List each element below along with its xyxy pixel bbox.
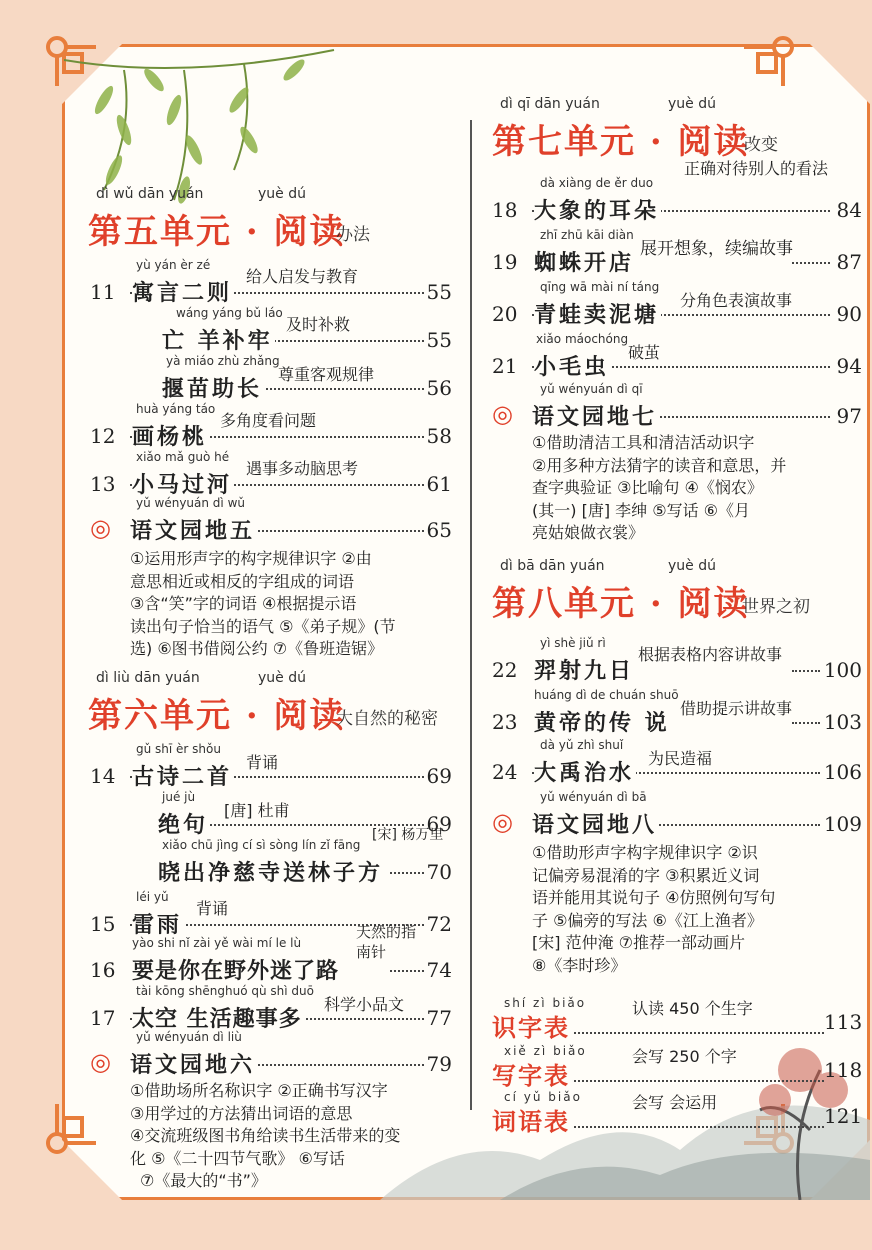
toc-entry[interactable] — [90, 984, 454, 1032]
handwritten-note: 正确对待别人的看法 — [684, 159, 829, 178]
toc-entry-character-table[interactable] — [492, 996, 866, 1042]
lesson-pinyin: jué jù — [162, 790, 196, 804]
lesson-pinyin: yù yán èr zé — [136, 258, 211, 272]
willow-branch-illustration — [64, 40, 344, 210]
page-number: 74 — [426, 958, 452, 982]
lesson-number: 13 — [90, 472, 116, 496]
page-number: 90 — [836, 302, 862, 326]
corner-knot-icon — [40, 1100, 100, 1160]
lesson-number: 12 — [90, 424, 116, 448]
lesson-number: 22 — [492, 658, 518, 682]
lesson-title: 语文园地七 — [532, 400, 659, 431]
unit-title: 第七单元 · 阅读 — [492, 122, 750, 162]
handwritten-note: 及时补救 — [286, 315, 351, 334]
lesson-title: 羿射九日 — [534, 654, 636, 685]
handwritten-note: 会写 250 个字 — [632, 1047, 737, 1066]
handwritten-note: 根据表格内容讲故事 — [638, 645, 783, 664]
handwritten-note: 给人启发与教育 — [246, 267, 359, 286]
page-number: 94 — [836, 354, 862, 378]
unit-theme: 大自然的秘密 — [336, 709, 438, 729]
handwritten-note: 遇事多动脑思考 — [246, 459, 359, 478]
leader-dots — [574, 1126, 824, 1128]
toc-entry[interactable] — [492, 636, 864, 684]
unit-pinyin: yuè dú — [258, 670, 306, 686]
lesson-number: 11 — [90, 280, 116, 304]
handwritten-note: 背诵 — [196, 899, 229, 918]
page-number: 56 — [426, 376, 452, 400]
lesson-title: 古诗二首 — [132, 760, 234, 791]
page-number: 100 — [823, 658, 862, 682]
lesson-number: 24 — [492, 760, 518, 784]
lesson-number: 16 — [90, 958, 116, 982]
page-number: 55 — [426, 328, 452, 352]
lesson-title: 寓言二则 — [132, 276, 234, 307]
garden-circle-icon: ◎ — [90, 514, 111, 542]
garden-6-description: ①借助场所名称识字 ②正确书写汉字 ③用学过的方法猜出词语的意思 ④交流班级图书角给读书生活带来的变 化 ⑤《二十四节气歌》 ⑥写话 ⑦《最大的“书”》 — [130, 1081, 401, 1190]
lesson-pinyin: huà yáng táo — [136, 402, 216, 416]
table-title: 词语表 — [492, 1107, 570, 1136]
lesson-pinyin: yǔ wényuán dì bā — [540, 790, 647, 804]
lesson-title: 小马过河 — [132, 468, 234, 499]
toc-entry-language-garden[interactable] — [90, 496, 454, 544]
unit-5-heading — [88, 186, 458, 252]
unit-pinyin: yuè dú — [668, 96, 716, 112]
column-divider — [470, 120, 472, 1110]
lesson-number: 17 — [90, 1006, 116, 1030]
lesson-title: 小毛虫 — [534, 350, 611, 381]
page-number: 79 — [426, 1052, 452, 1076]
table-pinyin: shí zì biǎo — [504, 996, 587, 1010]
garden-5-description: ①运用形声字的构字规律识字 ②由 意思相近或相反的字组成的词语 ③含“笑”字的词语 ④根据提示语 读出句子恰当的语气 ⑤《弟子规》(节 选) ⑥图书借阅公约 ⑦《鲁班造锯》 — [130, 549, 396, 658]
handwritten-note: 背诵 — [246, 753, 279, 772]
page-number: 77 — [426, 1006, 452, 1030]
toc-entry[interactable] — [492, 228, 864, 276]
lesson-number: 19 — [492, 250, 518, 274]
table-title: 识字表 — [492, 1013, 570, 1042]
leader-dots — [792, 670, 820, 672]
handwritten-note: 借助提示讲故事 — [680, 699, 793, 718]
handwritten-note: 会写 会运用 — [632, 1093, 718, 1112]
page-number: 58 — [426, 424, 452, 448]
toc-entry-vocabulary-table[interactable] — [492, 1090, 866, 1136]
toc-entry[interactable] — [90, 450, 454, 498]
handwritten-note: 多角度看问题 — [220, 411, 317, 430]
unit-pinyin: dì bā dān yuán — [500, 558, 605, 574]
lesson-title: 大禹治水 — [534, 756, 636, 787]
garden-7-description: ①借助清洁工具和清洁活动识字 ②用多种方法猜字的读音和意思，并 查字典验证 ③比喻句 ④《悯农》 (其一) [唐] 李绅 ⑤写话 ⑥《月 亮姑娘做衣裳》 — [532, 433, 787, 542]
handwritten-note: [宋] 杨万里 — [372, 827, 444, 843]
toc-entry[interactable] — [90, 258, 454, 306]
page-number: 103 — [823, 710, 862, 734]
handwritten-note: 为民造福 — [648, 749, 713, 768]
lesson-pinyin: tài kōng shēnghuó qù shì duō — [136, 984, 314, 998]
handwritten-note: 天然的指南针 — [356, 923, 417, 961]
unit-title: 第八单元 · 阅读 — [492, 584, 750, 624]
page-number: 69 — [426, 764, 452, 788]
unit-8-heading — [492, 558, 832, 624]
lesson-pinyin: huáng dì de chuán shuō — [534, 688, 679, 702]
toc-entry[interactable] — [90, 827, 454, 886]
lesson-title: 黄帝的传 说 — [534, 706, 672, 737]
page-number: 113 — [824, 1010, 863, 1034]
toc-entry[interactable] — [90, 402, 454, 450]
leader-dots — [574, 1032, 824, 1034]
lesson-pinyin: yǔ wényuán dì liù — [136, 1030, 242, 1044]
handwritten-note: [唐] 杜甫 — [224, 801, 290, 820]
leader-dots — [792, 722, 820, 724]
lesson-title: 蜘蛛开店 — [534, 246, 636, 277]
lesson-pinyin: yǔ wényuán dì qī — [540, 382, 643, 396]
toc-entry-writing-table[interactable] — [492, 1044, 866, 1090]
page-number: 87 — [836, 250, 862, 274]
toc-entry[interactable] — [492, 688, 864, 736]
lesson-pinyin: gǔ shī èr shǒu — [136, 742, 221, 756]
handwritten-note: 展开想象，续编故事 — [640, 239, 793, 259]
toc-entry[interactable] — [492, 159, 864, 224]
garden-8-description: ①借助形声字构字规律识字 ②识 记偏旁易混淆的字 ③积累近义词 语并能用其说句子 ④仿照例句写句 子 ⑤偏旁的写法 ⑥《江上渔者》 [宋] 范仲淹 ⑦推荐一部动画片 ⑧《李时珍》 — [532, 843, 776, 975]
lesson-pinyin: yǔ wényuán dì wǔ — [136, 496, 245, 510]
handwritten-note: 破茧 — [628, 343, 661, 362]
page-number: 61 — [426, 472, 452, 496]
unit-title: 第五单元 · 阅读 — [88, 212, 346, 252]
lesson-pinyin: yà miáo zhù zhǎng — [166, 354, 280, 368]
lesson-pinyin: qīng wā mài ní táng — [540, 280, 660, 294]
garden-circle-icon: ◎ — [90, 1048, 111, 1076]
unit-7-heading — [492, 96, 822, 162]
handwritten-note: 科学小品文 — [324, 995, 405, 1014]
lesson-title: 语文园地五 — [130, 514, 257, 545]
page-number: 84 — [836, 198, 862, 222]
lesson-pinyin: yì shè jiǔ rì — [540, 636, 606, 650]
lesson-pinyin: dà xiàng de ěr duo — [540, 176, 654, 190]
lesson-number: 18 — [492, 198, 518, 222]
unit-pinyin: dì qī dān yuán — [500, 96, 600, 112]
unit-theme: 改变 — [744, 135, 778, 155]
handwritten-note: 尊重客观规律 — [278, 365, 375, 384]
toc-entry[interactable] — [90, 742, 454, 790]
page-number: 55 — [426, 280, 452, 304]
unit-title: 第六单元 · 阅读 — [88, 696, 346, 736]
lesson-number: 21 — [492, 354, 518, 378]
lesson-title: 揠苗助长 — [162, 372, 264, 403]
toc-entry[interactable] — [90, 306, 454, 354]
unit-theme: 世界之初 — [742, 597, 810, 617]
lesson-pinyin: dà yǔ zhì shuǐ — [540, 738, 624, 752]
lesson-title: 晓出净慈寺送林子方 — [158, 856, 385, 887]
page-number: 70 — [426, 860, 452, 884]
lesson-number: 14 — [90, 764, 116, 788]
lesson-title: 语文园地六 — [130, 1048, 257, 1079]
unit-pinyin: dì liù dān yuán — [96, 670, 200, 686]
lesson-number: 20 — [492, 302, 518, 326]
corner-knot-icon — [740, 30, 800, 90]
lesson-pinyin: zhī zhū kāi diàn — [540, 228, 634, 242]
lesson-number: 23 — [492, 710, 518, 734]
lesson-pinyin: xiǎo máochóng — [536, 332, 629, 346]
lesson-number: 15 — [90, 912, 116, 936]
toc-entry-language-garden[interactable] — [492, 382, 864, 430]
toc-entry[interactable] — [492, 280, 864, 328]
lesson-pinyin: yào shi nǐ zài yě wài mí le lù — [132, 936, 302, 950]
table-title: 写字表 — [492, 1061, 570, 1090]
lesson-pinyin: xiǎo chū jìng cí sì sòng lín zǐ fāng — [162, 838, 361, 852]
handwritten-note: 认读 450 个生字 — [632, 999, 753, 1018]
lesson-title: 语文园地八 — [532, 808, 659, 839]
page-number: 109 — [823, 812, 862, 836]
unit-pinyin: yuè dú — [668, 558, 716, 574]
page-number: 97 — [836, 404, 862, 428]
unit-pinyin: dì wǔ dān yuán — [96, 186, 204, 202]
garden-circle-icon: ◎ — [492, 808, 513, 836]
lesson-title: 大象的耳朵 — [534, 194, 661, 225]
unit-6-heading — [88, 670, 458, 736]
table-pinyin: xiě zì biǎo — [504, 1044, 587, 1058]
lesson-pinyin: xiǎo mǎ guò hé — [136, 450, 230, 464]
toc-entry[interactable] — [492, 738, 864, 786]
garden-circle-icon: ◎ — [492, 400, 513, 428]
page-number: 72 — [426, 912, 452, 936]
toc-entry-language-garden[interactable] — [90, 1030, 454, 1078]
page-number: 65 — [426, 518, 452, 542]
lesson-title: 雷雨 — [132, 908, 184, 939]
leader-dots — [574, 1080, 824, 1082]
lesson-pinyin: wáng yáng bǔ láo — [176, 306, 283, 320]
toc-entry-language-garden[interactable] — [492, 790, 864, 838]
page-number: 118 — [824, 1058, 863, 1082]
toc-entry[interactable] — [90, 354, 454, 402]
table-pinyin: cí yǔ biǎo — [504, 1090, 582, 1104]
page-number: 106 — [823, 760, 862, 784]
lesson-title: 要是你在野外迷了路 — [132, 954, 341, 985]
lesson-title: 太空 生活趣事多 — [132, 1002, 304, 1033]
lesson-title: 画杨桃 — [132, 420, 209, 451]
toc-entry[interactable] — [492, 332, 864, 380]
page-number: 121 — [824, 1104, 863, 1128]
lesson-title: 青蛙卖泥塘 — [534, 298, 661, 329]
handwritten-note: 分角色表演故事 — [680, 291, 793, 310]
unit-theme: 办法 — [336, 225, 370, 245]
lesson-title: 绝句 — [158, 808, 210, 839]
lesson-title: 亡 羊补牢 — [162, 324, 275, 355]
page-number: 69 — [426, 812, 452, 836]
unit-pinyin: yuè dú — [258, 186, 306, 202]
lesson-pinyin: léi yǔ — [136, 890, 169, 904]
